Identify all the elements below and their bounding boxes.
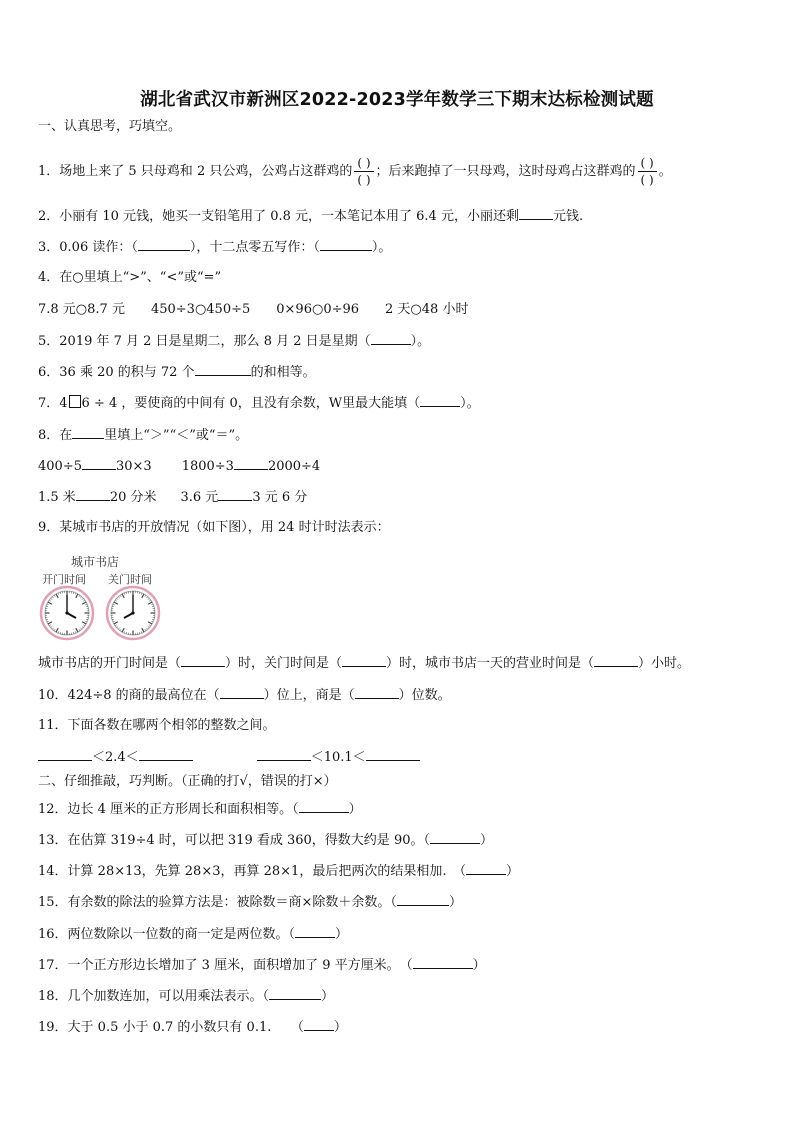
judge-paren-close: ）: [321, 989, 335, 1004]
compare-item[interactable]: 450÷3○450÷5: [150, 302, 251, 317]
question-4: 4．在○里填上“>”、“<”或“=”: [38, 270, 222, 285]
q1-text-c: 。: [658, 164, 672, 179]
close-time-clock: [105, 585, 161, 641]
question-10: [38, 686, 451, 705]
answer-blank[interactable]: [320, 238, 372, 251]
open-time-label: 开门时间: [42, 573, 86, 586]
judge-text: 16．两位数除以一位数的商一定是两位数。（: [38, 927, 296, 942]
answer-blank[interactable]: [82, 457, 116, 470]
question-8: [38, 426, 248, 445]
q11-expr-a: ＜2.4＜: [92, 750, 139, 765]
q8-expr: 3 元 6 分: [252, 490, 308, 505]
answer-blank[interactable]: [371, 332, 411, 345]
judge-item-15: [38, 893, 462, 912]
q3-text-a: 3．0.06 读作：（: [38, 240, 138, 255]
judge-text: 12．边长 4 厘米的正方形周长和面积相等。（: [38, 802, 299, 817]
judge-text: 19．大于 0.5 小于 0.7 的小数只有 0.1. （: [38, 1020, 304, 1035]
question-4-items: [38, 301, 468, 319]
answer-blank[interactable]: [269, 987, 321, 1000]
judge-item-14: [38, 862, 519, 881]
question-5: [38, 332, 430, 351]
judge-paren-close: ）: [472, 958, 486, 973]
answer-blank[interactable]: [299, 800, 349, 813]
answer-blank[interactable]: [195, 363, 251, 376]
compare-item[interactable]: 2 天○48 小时: [385, 302, 469, 317]
judge-text: 18．几个加数连加，可以用乘法表示。（: [38, 989, 270, 1004]
q8-expr: 400÷5: [38, 459, 82, 474]
q10-text-a: 10．424÷8 的商的最高位在（: [38, 688, 220, 703]
q1-text-a: 1．场地上来了 5 只母鸡和 2 只公鸡，公鸡占这群鸡的: [38, 164, 353, 179]
q3-text-b: ），十二点零五写作：（: [189, 240, 320, 255]
q2-text-b: 元钱.: [552, 209, 584, 224]
judge-item-17: [38, 956, 486, 975]
q6-text-a: 6．36 乘 20 的积与 72 个: [38, 365, 195, 380]
answer-blank[interactable]: [466, 862, 506, 875]
question-3: [38, 238, 391, 257]
question-9: 9．某城市书店的开放情况（如下图），用 24 时计时法表示：: [38, 520, 390, 535]
q10-text-c: ）位数。: [398, 688, 451, 703]
answer-blank[interactable]: [355, 686, 399, 699]
answer-blank[interactable]: [139, 748, 193, 761]
answer-blank[interactable]: [138, 238, 190, 251]
judge-item-16: [38, 925, 348, 944]
q1-text-b: ；后来跑掉了一只母鸡，这时母鸡占这群鸡的: [375, 164, 636, 179]
open-time-clock: [39, 585, 95, 641]
section-2-heading: 二、仔细推敲，巧判断。（正确的打√，错误的打×）: [38, 774, 337, 789]
q8-text-b: 里填上“＞”“＜”或“＝”。: [104, 428, 249, 443]
question-8-row-1: [38, 457, 320, 476]
clock-center: [65, 611, 68, 614]
judge-text: 13．在估算 319÷4 时，可以把 319 看成 360，得数大约是 90。（: [38, 833, 430, 848]
fraction-numerator: ( ): [638, 156, 657, 172]
question-11: 11．下面各数在哪两个相邻的整数之间。: [38, 718, 276, 733]
answer-blank[interactable]: [342, 654, 386, 667]
clock-center: [131, 611, 134, 614]
judge-item-18: [38, 987, 334, 1006]
question-8-row-2: [38, 488, 307, 507]
judge-paren-close: ）: [348, 802, 362, 817]
q8-text-a: 8．在: [38, 428, 73, 443]
q5-text-b: ）。: [410, 334, 431, 349]
fraction-blank-1[interactable]: [354, 156, 373, 187]
page-title: 湖北省武汉市新洲区2022-2023学年数学三下期末达标检测试题: [140, 90, 654, 110]
q7-text-a: 7．4: [38, 396, 68, 411]
judge-paren-close: ）: [479, 833, 493, 848]
judge-item-13: [38, 831, 493, 850]
answer-blank[interactable]: [397, 893, 449, 906]
fraction-numerator: ( ): [354, 156, 373, 172]
judge-item-19: [38, 1018, 347, 1037]
q5-text-a: 5．2019 年 7 月 2 日是星期二，那么 8 月 2 日是星期（: [38, 334, 371, 349]
answer-blank[interactable]: [430, 831, 480, 844]
q8-expr: 30×3: [115, 459, 152, 474]
question-7: [38, 394, 480, 413]
answer-blank[interactable]: [594, 654, 638, 667]
q9-text-a: 城市书店的开门时间是（: [38, 656, 182, 671]
q2-text-a: 2．小丽有 10 元钱，她买一支铅笔用了 0.8 元，一本笔记本用了 6.4 元，小丽还剩: [38, 209, 519, 224]
fraction-denominator: ( ): [357, 173, 371, 187]
judge-paren-close: ）: [335, 927, 349, 942]
judge-text: 14．计算 28×13，先算 28×3，再算 28×1，最后把两次的结果相加. （: [38, 864, 466, 879]
q8-expr: 2000÷4: [267, 459, 321, 474]
q11-expr-b: ＜10.1＜: [310, 750, 366, 765]
close-time-label: 关门时间: [108, 573, 152, 586]
answer-blank[interactable]: [413, 956, 473, 969]
judge-paren-close: ）: [505, 864, 519, 879]
judge-text: 17．一个正方形边长增加了 3 厘米，面积增加了 9 平方厘米。 （: [38, 958, 413, 973]
judge-paren-close: ）: [448, 895, 462, 910]
section-1-heading: 一、认真思考，巧填空。: [38, 119, 182, 134]
answer-blank[interactable]: [295, 925, 335, 938]
q9-text-c: ）时，城市书店一天的营业时间是（: [386, 656, 595, 671]
judge-text: 15．有余数的除法的验算方法是：被除数＝商×除数＋余数。（: [38, 895, 397, 910]
store-name-label: 城市书店: [71, 555, 120, 569]
question-2: [38, 207, 583, 226]
q6-text-b: 的和相等。: [250, 365, 316, 380]
q8-expr: 1800÷3: [181, 459, 234, 474]
fraction-denominator: ( ): [640, 173, 654, 187]
answer-blank[interactable]: [218, 488, 252, 501]
question-11-items: [38, 748, 420, 767]
answer-blank[interactable]: [519, 207, 553, 220]
answer-blank: [72, 426, 104, 439]
answer-blank[interactable]: [220, 686, 264, 699]
answer-blank[interactable]: [181, 654, 225, 667]
q9-text-b: ）时，关门时间是（: [225, 656, 343, 671]
q9-text-d: ）小时。: [638, 656, 691, 671]
q3-text-c: ）。: [371, 240, 392, 255]
fraction-blank-2[interactable]: [638, 156, 657, 187]
q7-text-b: 6 ÷ 4 ，要使商的中间有 0，且没有余数，W里最大能填（: [81, 396, 421, 411]
question-9-answer: [38, 654, 690, 673]
answer-blank[interactable]: [420, 394, 460, 407]
question-6: [38, 363, 316, 382]
digit-box[interactable]: [69, 395, 81, 408]
answer-blank[interactable]: [257, 748, 311, 761]
q8-expr: 3.6 元: [180, 490, 219, 505]
answer-blank[interactable]: [76, 488, 110, 501]
q10-text-b: ）位上，商是（: [263, 688, 355, 703]
judge-paren-close: ）: [333, 1020, 347, 1035]
answer-blank[interactable]: [38, 748, 92, 761]
question-1: [38, 156, 672, 187]
q7-text-c: ）。: [460, 396, 480, 411]
judge-item-12: [38, 800, 362, 819]
q8-expr: 1.5 米: [38, 490, 76, 505]
compare-item[interactable]: 0×96○0÷96: [276, 302, 360, 317]
q8-expr: 20 分米: [109, 490, 157, 505]
answer-blank[interactable]: [366, 748, 420, 761]
answer-blank[interactable]: [304, 1018, 334, 1031]
compare-item[interactable]: 7.8 元○8.7 元: [38, 302, 125, 317]
answer-blank[interactable]: [234, 457, 268, 470]
